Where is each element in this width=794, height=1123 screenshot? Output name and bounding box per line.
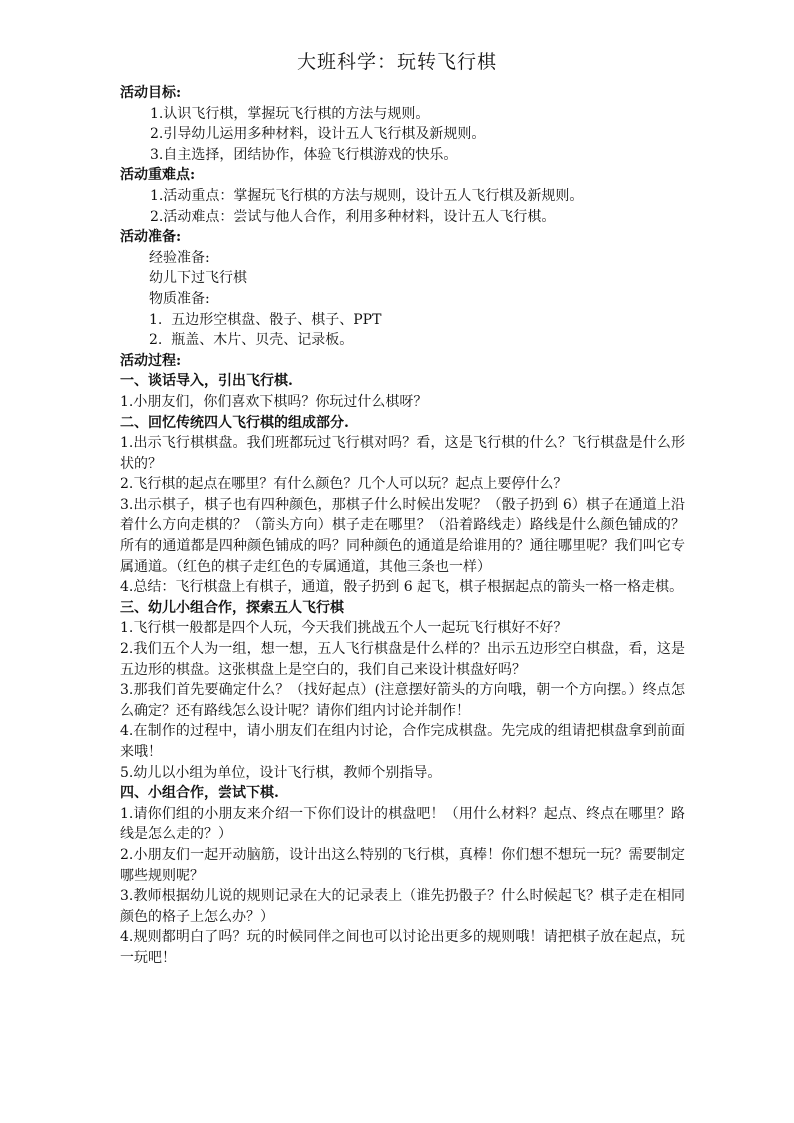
process-part-heading: 二、回忆传统四人飞行棋的组成部分.	[120, 414, 349, 431]
process-heading: 活动过程:	[120, 352, 182, 369]
goal-item: 2.引导幼儿运用多种材料，设计五人飞行棋及新规则。	[150, 126, 486, 143]
goals-heading: 活动目标:	[120, 85, 182, 101]
process-item: 1.请你们组的小朋友来介绍一下你们设计的棋盘吧！（用什么材料？起点、终点在哪里？路线是怎么走的？）	[120, 805, 685, 843]
document-title: 大班科学：玩转飞行棋	[296, 51, 497, 73]
process-part-heading: 三、幼儿小组合作，探索五人飞行棋	[120, 599, 344, 616]
material-item: 2. 瓶盖、木片、贝壳、记录板。	[149, 332, 354, 349]
process-item: 5.幼儿以小组为单位，设计飞行棋，教师个别指导。	[120, 764, 442, 781]
process-item: 3.教师根据幼儿说的规则记录在大的记录表上（谁先扔骰子？什么时候起飞？棋子走在相同颜色的格子上怎么办？）	[120, 888, 685, 925]
process-item: 1.小朋友们，你们喜欢下棋吗？你玩过什么棋呀？	[120, 393, 428, 410]
goal-item: 1.认识飞行棋，掌握玩飞行棋的方法与规则。	[150, 105, 430, 122]
experience-text: 幼儿下过飞行棋	[149, 270, 247, 287]
process-item: 1.飞行棋一般都是四个人玩，今天我们挑战五个人一起玩飞行棋好不好？	[120, 620, 568, 637]
goal-item: 3.自主选择，团结协作，体验飞行棋游戏的快乐。	[150, 146, 458, 163]
process-part-heading: 四、小组合作，尝试下棋.	[120, 785, 279, 802]
document-body	[120, 83, 685, 969]
process-item: 3.那我们首先要确定什么？（找好起点）(注意摆好箭头的方向哦，朝一个方向摆。）终点怎么确定？还有路线怎么设计呢？请你们组内讨论并制作！	[120, 682, 685, 719]
process-item: 4.总结：飞行棋盘上有棋子，通道，骰子扔到 6 起飞，棋子根据起点的箭头一格一格走棋。	[120, 579, 684, 596]
process-item: 4.规则都明白了吗？玩的时候同伴之间也可以讨论出更多的规则哦！请把棋子放在起点，玩一玩吧！	[120, 929, 685, 966]
process-item: 3.出示棋子，棋子也有四种颜色，那棋子什么时候出发呢？（骰子扔到 6）棋子在通道上沿着什么方向走棋的？（箭头方向）棋子走在哪里？（沿着路线走）路线是什么颜色铺成的？所有的通道都是四种颜色铺成的吗？同种颜色的通道是给谁用的？通往哪里呢？我们叫它专属通道。（红色的棋子走红色的专属通道，其他三条也一样）	[120, 496, 685, 575]
process-item: 2.我们五个人为一组，想一想，五人飞行棋盘是什么样的？出示五边形空白棋盘，看，这是五边形的棋盘。这张棋盘上是空白的，我们自己来设计棋盘好吗？	[120, 641, 685, 678]
process-item: 4.在制作的过程中，请小朋友们在组内讨论，合作完成棋盘。先完成的组请把棋盘拿到前面来哦！	[120, 723, 685, 760]
experience-label: 经验准备:	[149, 249, 210, 266]
material-item: 1. 五边形空棋盘、骰子、棋子、PPT	[149, 311, 382, 328]
process-item: 1.出示飞行棋棋盘。我们班都玩过飞行棋对吗？看，这是飞行棋的什么？飞行棋盘是什么形状的？	[120, 435, 685, 472]
process-item: 2.飞行棋的起点在哪里？有什么颜色？几个人可以玩？起点上要停什么？	[120, 476, 568, 493]
process-item: 2.小朋友们一起开动脑筋，设计出这么特别的飞行棋，真棒！你们想不想玩一玩？需要制定哪些规则呢？	[120, 846, 685, 884]
process-part-heading: 一、谈话导入，引出飞行棋.	[120, 373, 293, 390]
preparation-heading: 活动准备:	[120, 229, 182, 246]
key-points-heading: 活动重难点:	[120, 167, 196, 184]
key-point-item: 2.活动难点：尝试与他人合作，利用多种材料，设计五人飞行棋。	[150, 208, 556, 225]
key-point-item: 1.活动重点：掌握玩飞行棋的方法与规则，设计五人飞行棋及新规则。	[150, 187, 584, 204]
material-label: 物质准备:	[149, 290, 210, 307]
